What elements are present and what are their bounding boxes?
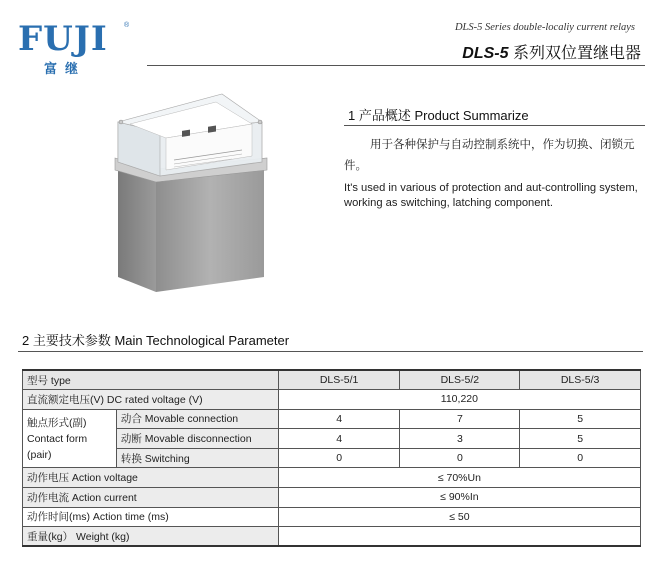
summary-chinese: 用于各种保护与自动控制系统中，作为切换、闭锁元件。 bbox=[344, 139, 635, 172]
table-row bbox=[23, 409, 641, 429]
action-voltage-label: 动作电压 Action voltage bbox=[23, 468, 279, 488]
table-cell: 5 bbox=[520, 409, 641, 429]
logo-wordmark: FUJI bbox=[18, 19, 108, 59]
logo-chinese: 富继 bbox=[44, 62, 87, 77]
table-cell: 5 bbox=[520, 429, 641, 449]
section1-divider bbox=[344, 125, 645, 126]
page-title bbox=[462, 40, 641, 63]
action-time-value: ≤ 50 bbox=[278, 507, 640, 527]
table-cell: 0 bbox=[400, 448, 520, 468]
section2-heading: 2 主要技术参数 Main Technological Parameter bbox=[22, 333, 290, 348]
table-row bbox=[23, 468, 641, 488]
table-row bbox=[23, 507, 641, 527]
type-header: 型号 type bbox=[23, 370, 279, 390]
model-header: DLS-5/3 bbox=[520, 370, 641, 390]
registered-mark: ® bbox=[124, 22, 130, 29]
table-cell: 3 bbox=[400, 429, 520, 449]
section1-heading: 1 产品概述 Product Summarize bbox=[348, 108, 529, 123]
parameter-table bbox=[22, 369, 641, 547]
model-header: DLS-5/1 bbox=[278, 370, 400, 390]
contact-type-label: 动断 Movable disconnection bbox=[116, 429, 278, 449]
title-chinese: 系列双位置继电器 bbox=[512, 45, 641, 62]
table-cell: 0 bbox=[278, 448, 400, 468]
action-current-value: ≤ 90%In bbox=[278, 488, 640, 508]
summary-english: It's used in various of protection and aut-controlling system, working as switching, latching component. bbox=[344, 182, 638, 209]
model-name: DLS-5 bbox=[462, 45, 509, 62]
dc-voltage-label: 直流额定电压(V) DC rated voltage (V) bbox=[23, 390, 279, 410]
table-cell: 7 bbox=[400, 409, 520, 429]
action-current-label: 动作电流 Action current bbox=[23, 488, 279, 508]
dc-voltage-value: 110,220 bbox=[278, 390, 640, 410]
fuji-logo bbox=[18, 19, 130, 77]
contact-type-label: 转换 Switching bbox=[116, 448, 278, 468]
relay-product-image bbox=[112, 92, 272, 297]
model-header: DLS-5/2 bbox=[400, 370, 520, 390]
action-voltage-value: ≤ 70%Un bbox=[278, 468, 640, 488]
contact-form-label: 触点形式(副) Contact form (pair) bbox=[23, 409, 117, 468]
section2-divider bbox=[18, 351, 643, 352]
table-cell: 0 bbox=[520, 448, 641, 468]
table-row bbox=[23, 527, 641, 547]
table-cell: 4 bbox=[278, 409, 400, 429]
table-row bbox=[23, 488, 641, 508]
weight-label: 重量(kg） Weight (kg) bbox=[23, 527, 279, 547]
series-subtitle: DLS-5 Series double-localiy current relays bbox=[454, 22, 635, 33]
action-time-label: 动作时间(ms) Action time (ms) bbox=[23, 507, 279, 527]
header-divider bbox=[147, 65, 645, 66]
table-header-row bbox=[23, 370, 641, 390]
table-row bbox=[23, 390, 641, 410]
table-cell: 4 bbox=[278, 429, 400, 449]
contact-type-label: 动合 Movable connection bbox=[116, 409, 278, 429]
weight-value bbox=[278, 527, 640, 547]
